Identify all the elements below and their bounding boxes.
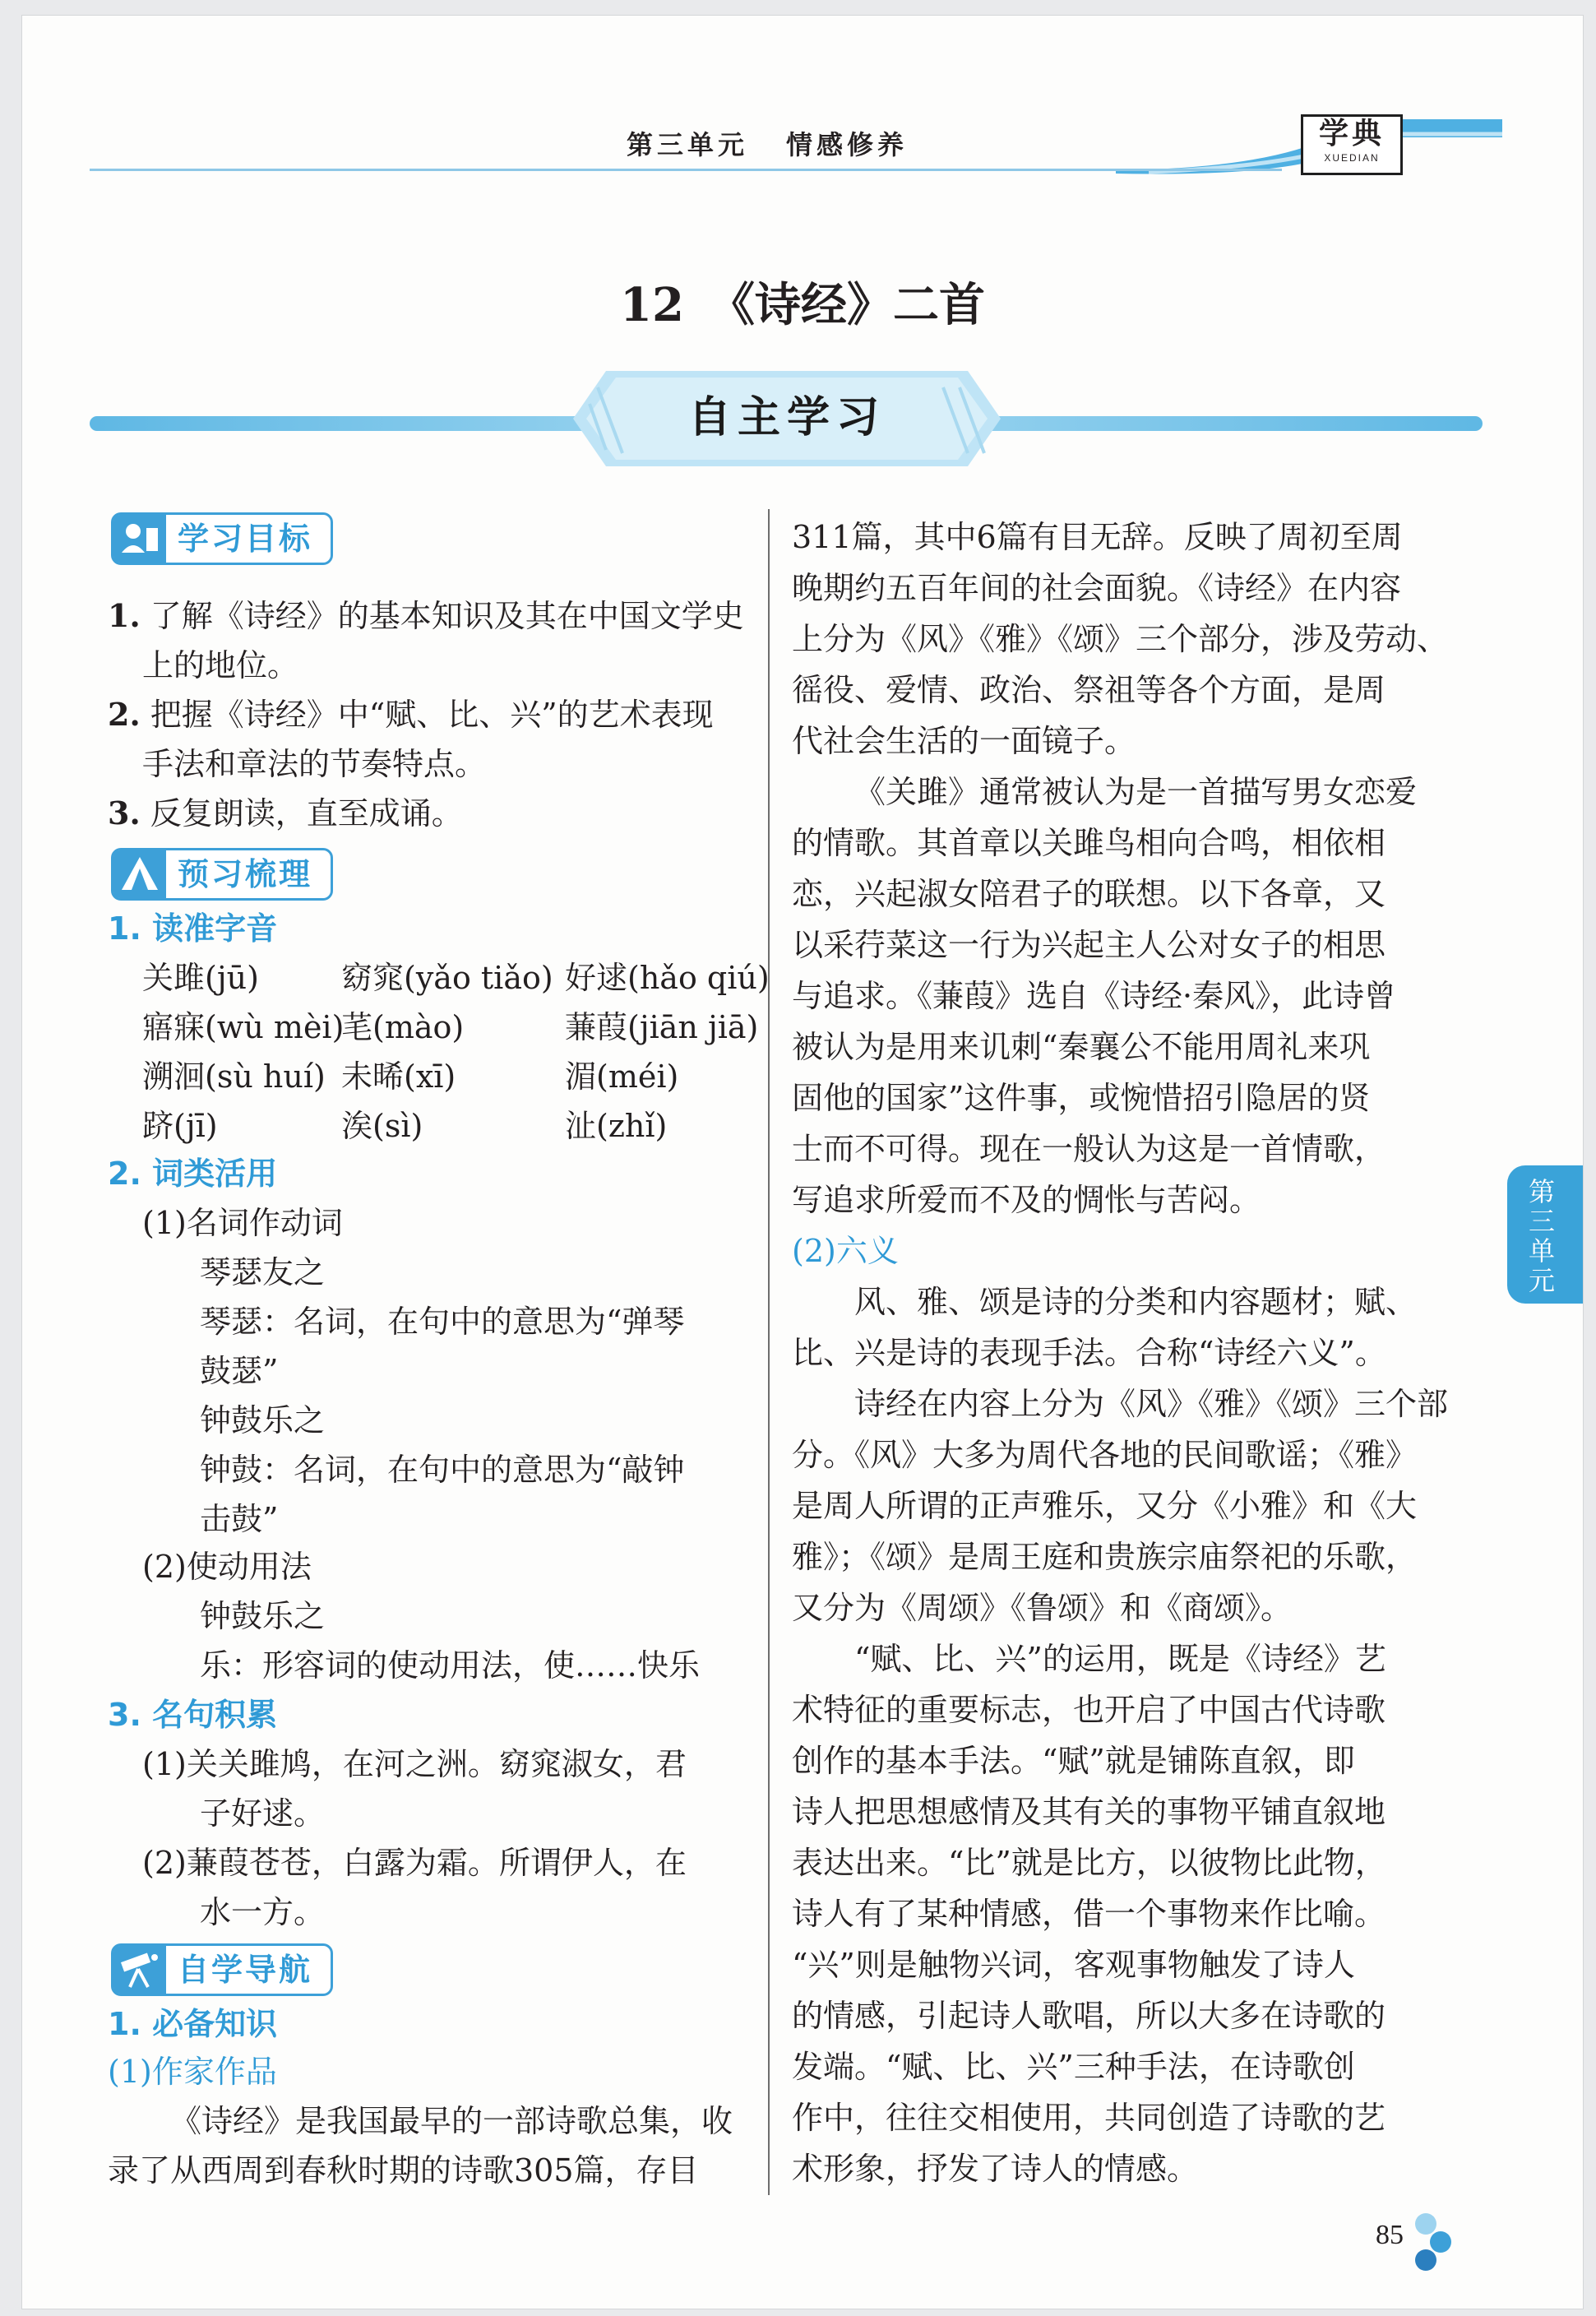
quote-line: (1)关关雎鸠，在河之洲。窈窕淑女，君	[142, 1746, 687, 1782]
pron-cell: 未晞(xī)	[341, 1058, 456, 1095]
word-class-line: 鼓瑟”	[200, 1353, 279, 1389]
pron-cell: 寤寐(wù mèi)	[142, 1009, 345, 1045]
word-class-line: 击鼓”	[200, 1501, 279, 1537]
paragraph-line: 311篇，其中6篇有目无辞。反映了周初至周	[792, 519, 1403, 555]
pron-cell: 沚(zhǐ)	[565, 1108, 668, 1144]
paragraph-line: 发端。“赋、比、兴”三种手法，在诗歌创	[792, 2049, 1355, 2085]
paragraph-line: 术形象，抒发了诗人的情感。	[792, 2151, 1199, 2187]
brand-en: XUEDIAN	[1324, 152, 1380, 164]
goal-2-line-2: 手法和章法的节奏特点。	[142, 746, 487, 782]
subheading-six-principles: (2)六义	[792, 1233, 899, 1269]
paragraph-line: 雅》；《颂》是周王庭和贵族宗庙祭祀的乐歌，	[792, 1539, 1418, 1575]
section-title-preview: 预习梳理	[178, 856, 313, 892]
unit-side-tab[interactable]	[1507, 1165, 1584, 1304]
paragraph-line: 表达出来。“比”就是比方，以彼物比此物，	[792, 1845, 1386, 1881]
paragraph-line: 又分为《周颂》《鲁颂》和《商颂》。	[792, 1590, 1293, 1626]
word-class-line: (1)名词作动词	[142, 1205, 343, 1241]
header-rule	[90, 169, 1282, 171]
subheading-author-work: (1)作家作品	[108, 2054, 277, 2090]
quote-line: (2)蒹葭苍苍，白露为霜。所谓伊人，在	[142, 1845, 687, 1881]
brand-logo	[1301, 114, 1403, 175]
word-class-line: 乐：形容词的使动用法，使……快乐	[200, 1647, 701, 1684]
pron-cell: 窈窕(yǎo tiǎo)	[341, 960, 553, 996]
goal-2-line-1	[108, 690, 714, 739]
student-icon	[113, 515, 166, 563]
paragraph-line: 诗人把思想感情及其有关的事物平铺直叙地	[792, 1794, 1386, 1830]
section-badge-preview	[111, 848, 333, 901]
paragraph-line: “兴”则是触物兴词，客观事物触发了诗人	[792, 1947, 1355, 1983]
paragraph-line: 《诗经》是我国最早的一部诗歌总集，收	[170, 2103, 733, 2139]
quote-line: 水一方。	[200, 1894, 326, 1930]
section-title-guide: 自学导航	[178, 1952, 313, 1988]
paragraph-line: 诗经在内容上分为《风》《雅》《颂》三个部	[854, 1386, 1449, 1422]
paragraph-line: 晚期约五百年间的社会面貌。《诗经》在内容	[792, 570, 1402, 606]
paragraph-line: 诗人有了某种情感，借一个事物来作比喻。	[792, 1896, 1386, 1932]
goal-1-line-1	[108, 591, 744, 641]
hexagon-decoration	[1415, 2249, 1436, 2271]
subheading-pronunciation: 1. 读准字音	[108, 910, 278, 947]
header-unit: 第三单元	[627, 129, 749, 160]
paragraph-line: 作中，往往交相使用，共同创造了诗歌的艺	[792, 2100, 1386, 2136]
goal-3-line-1	[108, 789, 463, 838]
telescope-icon	[113, 1946, 166, 1994]
paragraph-line: 的情感，引起诗人歌唱，所以大多在诗歌的	[792, 1998, 1386, 2034]
hexagon-decoration	[1430, 2231, 1451, 2253]
quote-line: 子好逑。	[200, 1795, 326, 1832]
paragraph-line: 上分为《风》《雅》《颂》三个部分，涉及劳动、	[792, 621, 1449, 657]
pron-cell: 溯洄(sù huí)	[142, 1058, 326, 1095]
pron-cell: 涘(sì)	[341, 1108, 423, 1144]
lesson-number: 12	[620, 278, 684, 332]
hexagon-decoration	[1415, 2213, 1436, 2235]
goal-1-text: 了解《诗经》的基本知识及其在中国文学史	[150, 598, 744, 634]
side-tab-label: 第三单元	[1528, 1176, 1555, 1296]
pron-cell: 关雎(jū)	[142, 960, 259, 996]
paragraph-line: 术特征的重要标志，也开启了中国古代诗歌	[792, 1692, 1386, 1728]
paragraph-line: 风、雅、颂是诗的分类和内容题材；赋、	[854, 1284, 1418, 1320]
pron-cell: 蒹葭(jiān jiā)	[565, 1009, 759, 1045]
paragraph-line: 士而不可得。现在一般认为这是一首情歌，	[792, 1131, 1386, 1167]
paragraph-line: 徭役、爱情、政治、祭祖等各个方面，是周	[792, 672, 1386, 708]
paragraph-line: 恋，兴起淑女陪君子的联想。以下各章，又	[792, 876, 1386, 912]
pron-cell: 跻(jī)	[142, 1108, 218, 1144]
section-title-goals: 学习目标	[178, 521, 313, 557]
word-class-line: 钟鼓乐之	[200, 1598, 326, 1634]
running-header	[627, 124, 946, 162]
section-badge-guide	[111, 1943, 333, 1996]
paragraph-line: 分。《风》大多为周代各地的民间歌谣；《雅》	[792, 1437, 1418, 1473]
lesson-title-text: 《诗经》二首	[708, 278, 985, 332]
paragraph-line: 创作的基本手法。“赋”就是铺陈直叙，即	[792, 1743, 1355, 1779]
textbook-page	[21, 15, 1584, 2309]
subheading-essential: 1. 必备知识	[108, 2006, 278, 2042]
paragraph-line: “赋、比、兴”的运用，既是《诗经》艺	[854, 1641, 1386, 1677]
word-class-line: 琴瑟：名词，在句中的意思为“弹琴	[200, 1304, 685, 1340]
pron-cell: 芼(mào)	[341, 1009, 465, 1045]
paragraph-line: 是周人所谓的正声雅乐，又分《小雅》和《大	[792, 1488, 1418, 1524]
tent-icon	[113, 850, 166, 898]
paragraph-line: 比、兴是诗的表现手法。合称“诗经六义”。	[792, 1335, 1386, 1371]
goal-2-number: 2.	[108, 696, 141, 733]
paragraph-line: 《关雎》通常被认为是一首描写男女恋爱	[854, 774, 1418, 810]
paragraph-line: 被认为是用来讥刺“秦襄公不能用周礼来巩	[792, 1029, 1371, 1065]
paragraph-line: 固他的国家”这件事，或惋惜招引隐居的贤	[792, 1080, 1371, 1116]
lesson-title	[22, 269, 1583, 335]
section-badge-goals	[111, 512, 333, 565]
pron-cell: 湄(méi)	[565, 1058, 679, 1095]
goal-3-number: 3.	[108, 794, 141, 831]
paragraph-line: 录了从西周到春秋时期的诗歌305篇，存目	[108, 2152, 699, 2189]
word-class-line: 钟鼓乐之	[200, 1402, 326, 1438]
paragraph-line: 以采荇菜这一行为兴起主人公对女子的相思	[792, 927, 1386, 963]
word-class-line: 琴瑟友之	[200, 1254, 326, 1290]
column-divider	[768, 509, 770, 2195]
paragraph-line: 与追求。《蒹葭》选自《诗经·秦风》，此诗曾	[792, 978, 1396, 1014]
subheading-word-class: 2. 词类活用	[108, 1156, 278, 1192]
goal-2-text: 把握《诗经》中“赋、比、兴”的艺术表现	[150, 697, 714, 733]
goal-1-number: 1.	[108, 597, 141, 634]
word-class-line: 钟鼓：名词，在句中的意思为“敲钟	[200, 1452, 685, 1488]
goal-1-line-2: 上的地位。	[142, 647, 299, 683]
brand-cn: 学典	[1318, 117, 1385, 151]
subheading-quotes: 3. 名句积累	[108, 1697, 278, 1733]
banner-title: 自主学习	[687, 393, 886, 442]
pron-cell: 好逑(hǎo qiú)	[565, 960, 770, 996]
paragraph-line: 的情歌。其首章以关雎鸟相向合鸣，相依相	[792, 825, 1386, 861]
goal-3-text: 反复朗读，直至成诵。	[150, 795, 463, 831]
paragraph-line: 写追求所爱而不及的惆怅与苦闷。	[792, 1182, 1261, 1218]
word-class-line: (2)使动用法	[142, 1549, 312, 1585]
page-number: 85	[1376, 2220, 1404, 2250]
header-topic: 情感修养	[786, 129, 909, 160]
paragraph-line: 代社会生活的一面镜子。	[792, 723, 1136, 759]
